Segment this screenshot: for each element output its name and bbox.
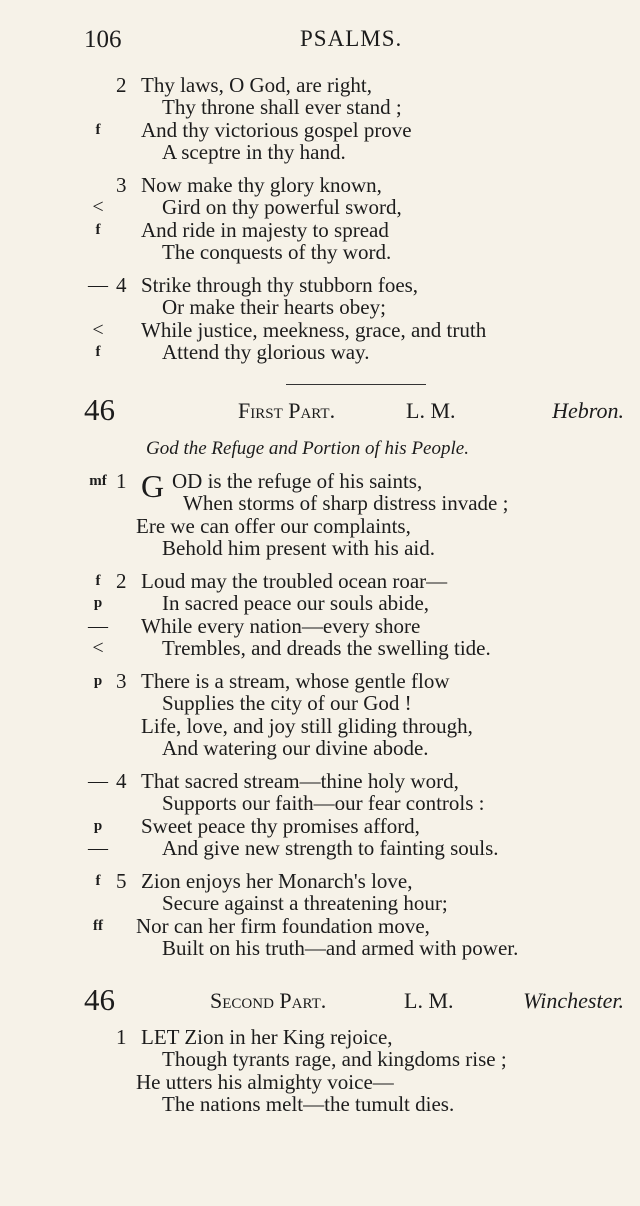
stanza-number: 4: [116, 769, 127, 793]
hymn-part: Second Part.: [210, 988, 327, 1013]
hymn-meter: L. M.: [406, 398, 456, 423]
dynamic-mark: —: [88, 770, 108, 792]
verse-line: [0, 715, 640, 737]
verse-line: [0, 74, 640, 96]
verse-text: Thy throne shall ever stand ;: [162, 95, 402, 120]
hymn-heading-second-part: [84, 982, 624, 1018]
dynamic-mark: mf: [89, 473, 107, 489]
stanza-number: 5: [116, 869, 127, 893]
verse-text: Supplies the city of our God !: [162, 691, 412, 716]
verse-text: Ere we can offer our complaints,: [136, 513, 411, 538]
dynamic-mark: p: [93, 595, 103, 612]
verse-line: [0, 792, 640, 814]
verse-text: Though tyrants rage, and kingdoms rise ;: [162, 1047, 507, 1072]
verse-line: [0, 515, 640, 537]
verse-line: [0, 341, 640, 363]
verse-line: [0, 592, 640, 614]
verse-text: Strike through thy stubborn foes,: [141, 273, 419, 297]
verse-line: [0, 770, 640, 792]
verse-text: Built on his truth—and armed with power.: [162, 935, 519, 960]
section-divider: [286, 384, 426, 385]
verse-line: [0, 219, 640, 241]
page-header: [84, 26, 414, 56]
stanza: [0, 74, 640, 163]
verse-text: Now make thy glory known,: [141, 173, 382, 197]
verse-line: [0, 637, 640, 659]
stanza-number: 3: [116, 669, 127, 693]
verse-line: [0, 196, 640, 218]
dynamic-mark: f: [95, 873, 101, 889]
drop-cap: G: [141, 468, 165, 504]
verse-line: [0, 1048, 640, 1070]
verse-text: When storms of sharp distress invade ;: [183, 491, 509, 516]
verse-text: In sacred peace our souls abide,: [162, 591, 430, 616]
dynamic-mark: f: [95, 121, 101, 138]
running-title: PSALMS.: [300, 26, 403, 51]
hymn-subtitle: God the Refuge and Portion of his People.: [146, 438, 469, 459]
dynamic-mark: p: [93, 817, 103, 834]
verse-text: Nor can her firm foundation move,: [136, 913, 430, 938]
verse-line: [0, 319, 640, 341]
verse-line: [0, 96, 640, 118]
verse-text: Attend thy glorious way.: [162, 339, 370, 364]
hymn-part: First Part.: [238, 398, 336, 423]
verse-line: [0, 274, 640, 296]
stanza: [0, 570, 640, 659]
hymn-number: 46: [84, 982, 115, 1017]
verse-line: [0, 141, 640, 163]
verse-line: [0, 670, 640, 692]
verse-text: Life, love, and joy still gliding through,: [141, 713, 473, 738]
dynamic-mark: —: [88, 274, 108, 296]
hymn-meter: L. M.: [404, 988, 454, 1013]
verse-text: And give new strength to fainting souls.: [162, 835, 499, 860]
verse-line: [0, 537, 640, 559]
verse-line: [0, 737, 640, 759]
verse-line: [0, 837, 640, 859]
verse-text: Trembles, and dreads the swelling tide.: [162, 635, 491, 660]
verse-text: Or make their hearts obey;: [162, 295, 386, 320]
verse-line: [0, 296, 640, 318]
dynamic-mark: f: [95, 573, 101, 589]
verse-text: While justice, meekness, grace, and truth: [141, 317, 487, 342]
verse-line: [0, 692, 640, 714]
dynamic-mark: —: [88, 614, 108, 637]
verse-text: OD is the refuge of his saints,: [172, 469, 423, 493]
verse-line: [0, 492, 640, 514]
dynamic-mark: <: [92, 318, 104, 341]
verse-line: [0, 615, 640, 637]
verse-text: Thy laws, O God, are right,: [141, 73, 372, 97]
verse-line: [0, 174, 640, 196]
verse-text: The conquests of thy word.: [162, 239, 392, 264]
stanza: [0, 770, 640, 859]
verse-text: Gird on thy powerful sword,: [162, 195, 402, 220]
verse-text: Secure against a threatening hour;: [162, 891, 448, 916]
hymn-heading-first-part: [84, 392, 624, 428]
verse-line: [0, 470, 640, 492]
verse-text: And watering our divine abode.: [162, 735, 429, 760]
dynamic-mark: —: [88, 836, 108, 859]
stanza-number: 3: [116, 173, 127, 197]
verse-text: LET Zion in her King rejoice,: [141, 1025, 393, 1049]
verse-text: Behold him present with his aid.: [162, 535, 435, 560]
page-number: 106: [84, 26, 122, 53]
dynamic-mark: f: [95, 343, 101, 360]
verse-line: [0, 892, 640, 914]
verse-text: While every nation—every shore: [141, 613, 421, 638]
verse-line: [0, 937, 640, 959]
stanza-number: 2: [116, 569, 127, 593]
dynamic-mark: <: [92, 196, 104, 219]
verse-line: [0, 1093, 640, 1115]
verse-text: That sacred stream—thine holy word,: [141, 769, 459, 793]
verse-line: [0, 119, 640, 141]
stanza-number: 4: [116, 273, 127, 297]
stanza-number: 2: [116, 73, 127, 97]
verse-text: Loud may the troubled ocean roar—: [141, 569, 448, 593]
verse-line: [0, 1026, 640, 1048]
verse-text: Sweet peace thy promises afford,: [141, 813, 420, 838]
verse-text: The nations melt—the tumult dies.: [162, 1091, 455, 1116]
hymn-tune: Hebron.: [552, 398, 624, 423]
stanza: [0, 470, 640, 559]
verse-line: [0, 1071, 640, 1093]
verse-text: And thy victorious gospel prove: [141, 117, 412, 142]
stanza: [0, 870, 640, 959]
verse-text: Supports our faith—our fear controls :: [162, 791, 485, 816]
dynamic-mark: f: [95, 221, 101, 238]
verse-text: There is a stream, whose gentle flow: [141, 669, 450, 693]
verse-line: [0, 870, 640, 892]
verse-text: And ride in majesty to spread: [141, 217, 389, 242]
verse-line: [0, 241, 640, 263]
verse-text: Zion enjoys her Monarch's love,: [141, 869, 413, 893]
stanza: [0, 174, 640, 263]
stanza: [0, 274, 640, 363]
hymn-number: 46: [84, 392, 115, 427]
dynamic-mark: <: [92, 636, 104, 659]
stanza: [0, 1026, 640, 1115]
stanza: [0, 670, 640, 759]
verse-text: He utters his almighty voice—: [136, 1069, 394, 1094]
dynamic-mark: p: [93, 673, 103, 689]
stanza-number: 1: [116, 1025, 127, 1049]
stanza-number: 1: [116, 469, 127, 493]
verse-text: A sceptre in thy hand.: [162, 139, 346, 164]
verse-line: [0, 815, 640, 837]
hymn-tune: Winchester.: [523, 988, 624, 1013]
dynamic-mark: ff: [93, 917, 103, 934]
verse-line: [0, 570, 640, 592]
verse-line: [0, 915, 640, 937]
